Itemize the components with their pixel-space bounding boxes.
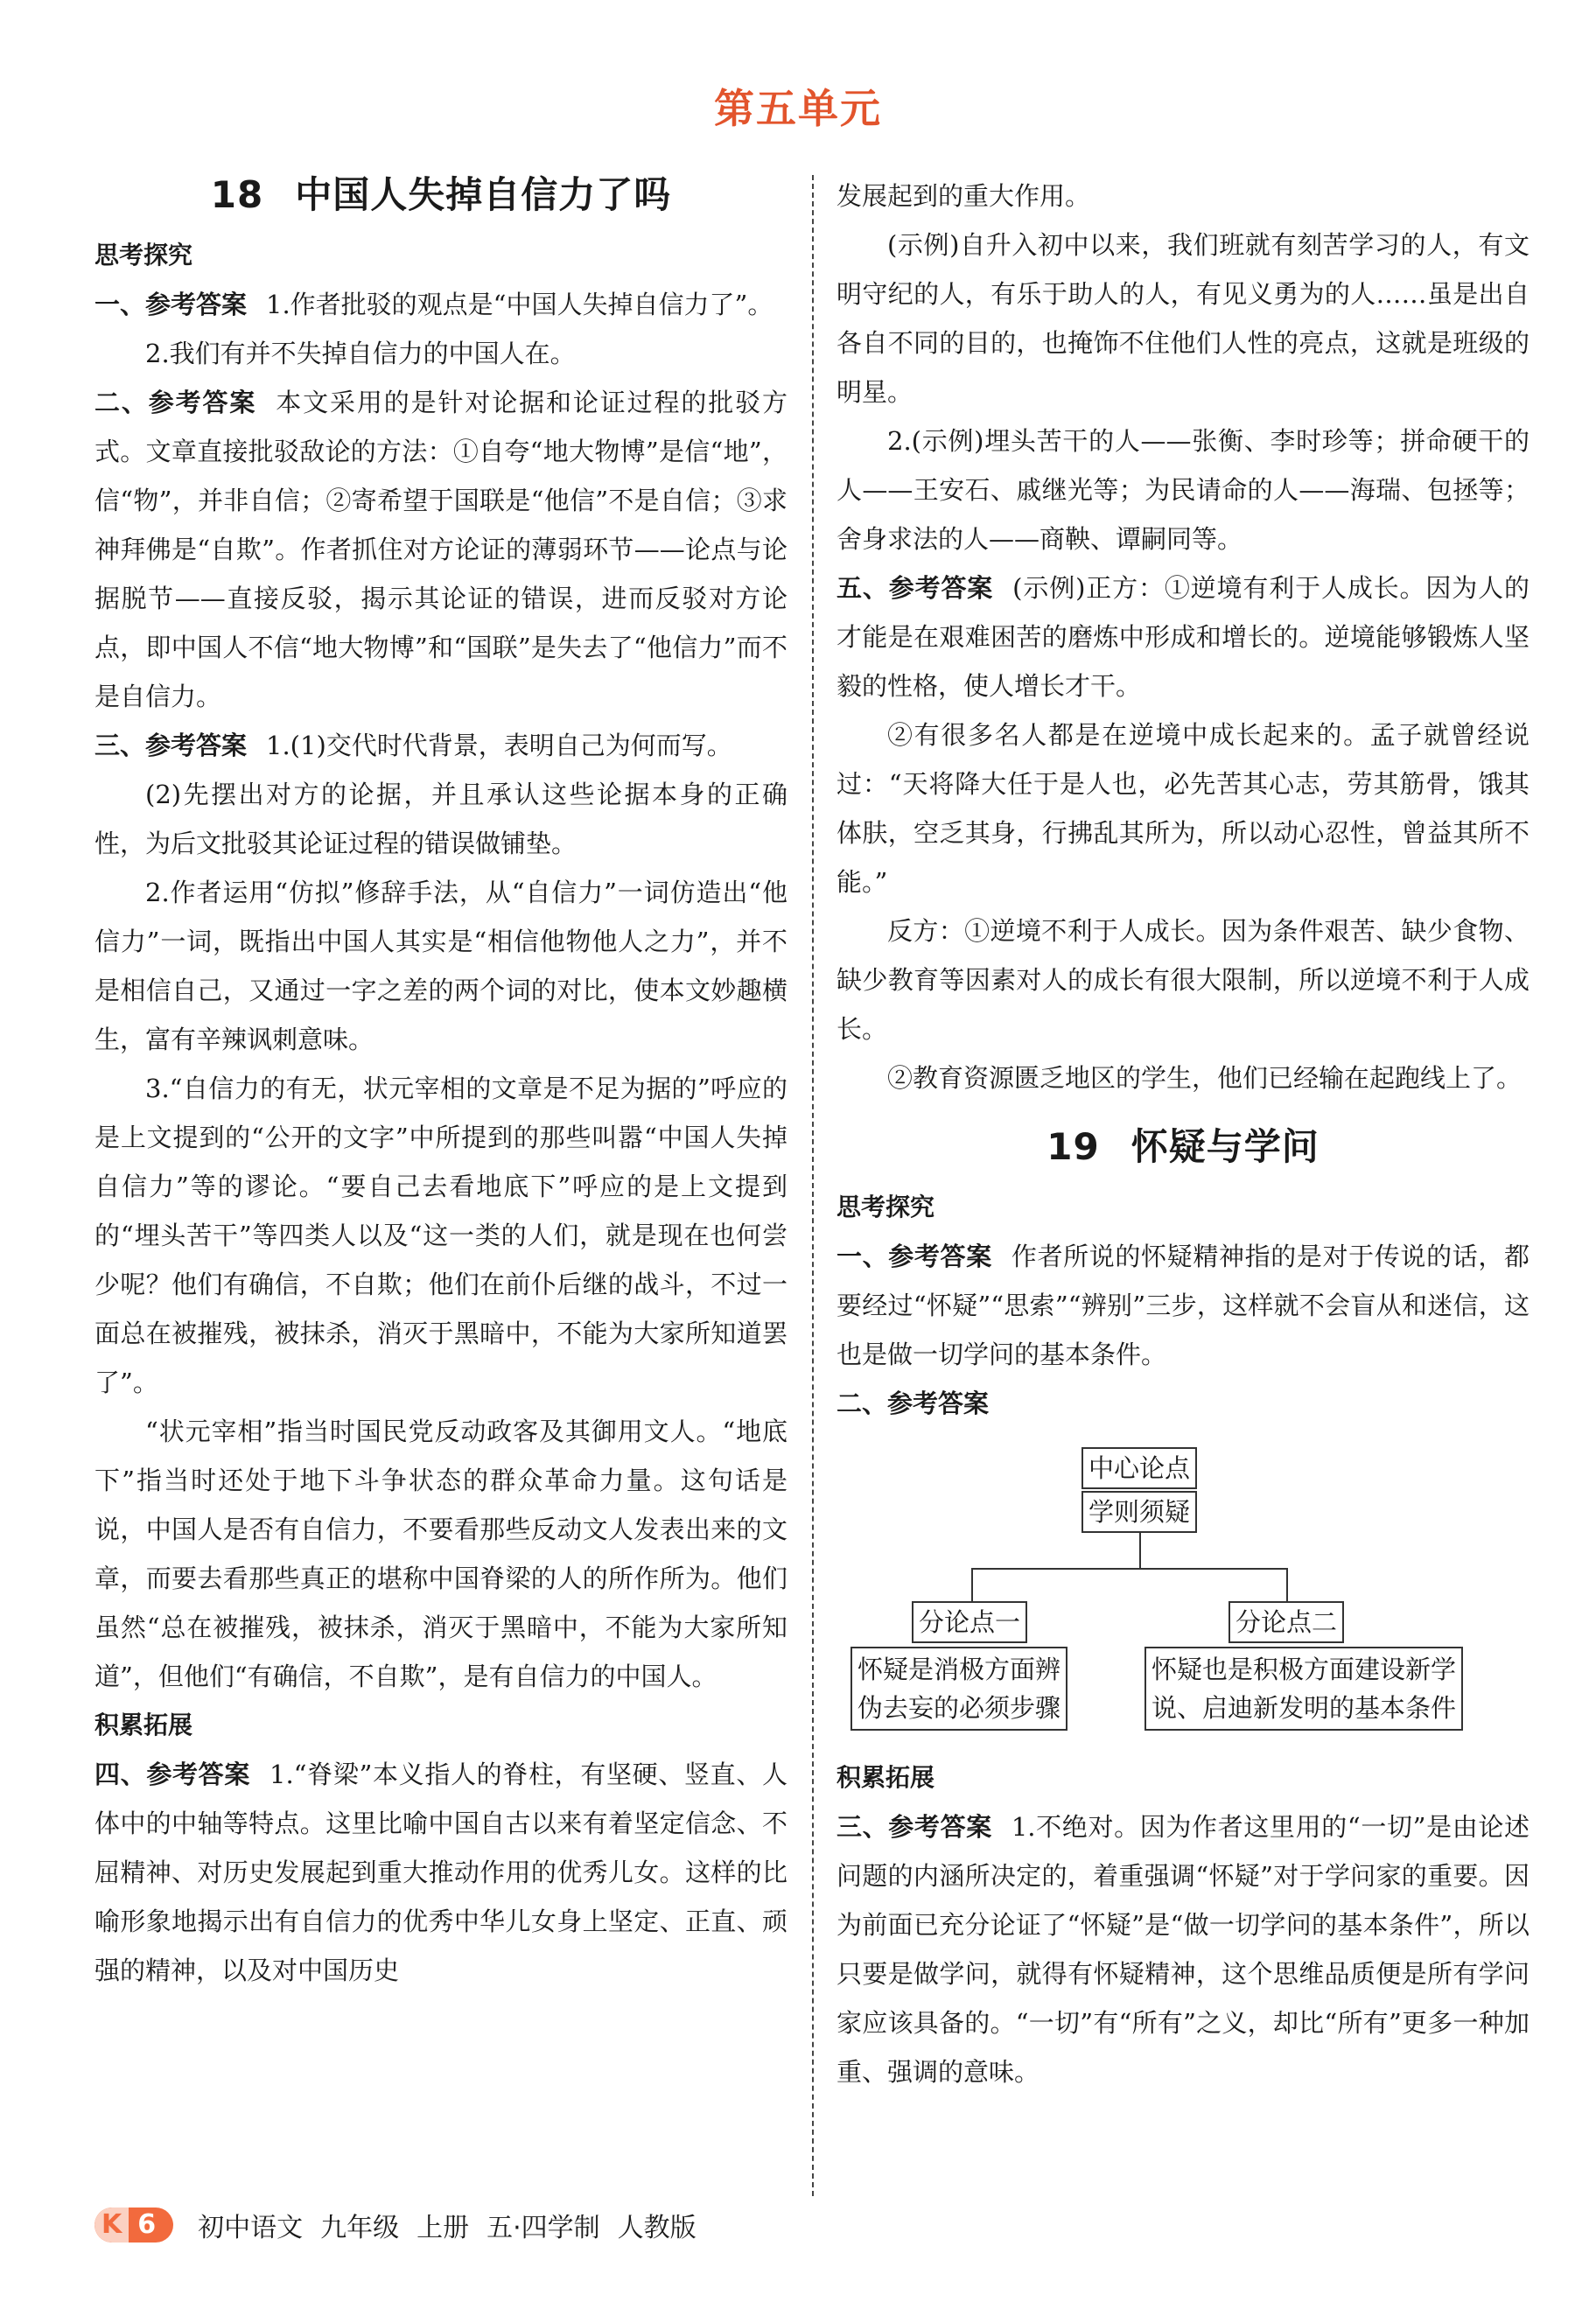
connector-line (1139, 1533, 1141, 1568)
lesson-number: 19 (1046, 1125, 1100, 1168)
answer-paragraph: (示例)自升入初中以来，我们班就有刻苦学习的人，有文明守纪的人，有乐于助人的人，有见义勇为的人……虽是出自各自不同的目的，也掩饰不住他们人性的亮点，这就是班级的明星。 (836, 230, 1530, 407)
lesson-18-title (94, 166, 788, 219)
footer-subject: 初中语文 (198, 2213, 304, 2243)
connector-line (1286, 1568, 1288, 1603)
lesson-title-text: 中国人失掉自信力了吗 (295, 173, 672, 216)
answer-label: 二、参考答案 (836, 1389, 990, 1418)
sub-point-1-label: 分论点一 (912, 1601, 1027, 1643)
answer-label: 五、参考答案 (836, 573, 994, 603)
section-heading: 积累拓展 (94, 1711, 193, 1739)
sub-point-2-line: 说、启迪新发明的基本条件 (1152, 1693, 1457, 1723)
sub-point-1-line: 伪去妄的必须步骤 (858, 1693, 1061, 1723)
sub-point-1-text (850, 1647, 1068, 1731)
answer-paragraph (94, 378, 788, 721)
page-number: 6 (137, 2209, 157, 2240)
answer-text: 1.作者批驳的观点是“中国人失掉自信力了”。 (266, 290, 774, 319)
section-heading: 思考探究 (836, 1193, 935, 1221)
page-badge (94, 2208, 173, 2243)
answer-label: 三、参考答案 (836, 1812, 992, 1842)
answer-label: 二、参考答案 (94, 388, 257, 417)
answer-paragraph: (2)先摆出对方的论据，并且承认这些论据本身的正确性，为后文批驳其论证过程的错误做铺垫。 (94, 780, 788, 858)
brand-k-icon: K (94, 2208, 129, 2243)
footer-edition: 人教版 (617, 2213, 696, 2243)
section-heading: 思考探究 (94, 241, 193, 269)
sub-point-1-line: 怀疑是消极方面辨 (858, 1655, 1061, 1684)
footer-volume: 上册 (416, 2213, 470, 2243)
page-footer (94, 2205, 714, 2245)
answer-text: 本文采用的是针对论据和论证过程的批驳方式。文章直接批驳敌论的方法：①自夸“地大物博”是信“地”，信“物”，并非自信；②寄希望于国联是“他信”不是自信；③求神拜佛是“自欺”。作者抓住对方论证的薄弱环节——论点与论据脱节——直接反驳，揭示其论证的错误，进而反驳对方论点，即中国人不信“地大物博”和“国联”是失去了“他信力”而不是自信力。 (94, 388, 788, 711)
answer-paragraph (94, 280, 788, 329)
sub-point-2-text (1144, 1647, 1463, 1731)
footer-grade: 九年级 (320, 2213, 400, 2243)
answer-paragraph: ②有很多名人都是在逆境中成长起来的。孟子就曾经说过：“天将降大任于是人也，必先苦其心志，劳其筋骨，饿其体肤，空乏其身，行拂乱其所为，所以动心忍性，曾益其所不能。” (836, 720, 1530, 897)
lesson-19-title (836, 1118, 1530, 1171)
footer-system: 五·四学制 (486, 2213, 600, 2243)
answer-text: 1.不绝对。因为作者这里用的“一切”是由论述问题的内涵所决定的，着重强调“怀疑”对于学问家的重要。因为前面已充分论证了“怀疑”是“做一切学问的基本条件”，所以只要是做学问，就得有怀疑精神，这个思维品质便是所有学问家应该具备的。“一切”有“所有”之义，却比“所有”更多一种加重、强调的意味。 (836, 1812, 1530, 2087)
answer-paragraph: “状元宰相”指当时国民党反动政客及其御用文人。“地底下”指当时还处于地下斗争状态的群众革命力量。这句话是说，中国人是否有自信力，不要看那些反动文人发表出来的文章，而要去看那些真正的堪称中国脊梁的人的所作所为。他们虽然“总在被摧残，被抹杀，消灭于黑暗中，不能为大家所知道”，但他们“有确信，不自欺”，是有自信力的中国人。 (94, 1417, 788, 1691)
answer-paragraph (836, 1802, 1530, 2096)
answer-text: 1.(1)交代时代背景，表明自己为何而写。 (266, 731, 732, 760)
answer-paragraph: ②教育资源匮乏地区的学生，他们已经输在起跑线上了。 (887, 1063, 1522, 1093)
answer-paragraph: 发展起到的重大作用。 (836, 181, 1091, 211)
argument-structure-diagram (836, 1447, 1530, 1745)
connector-line (971, 1568, 973, 1603)
center-point-text: 学则须疑 (1082, 1491, 1197, 1533)
right-column (836, 171, 1530, 2096)
answer-paragraph (836, 1379, 1530, 1428)
answer-paragraph: 2.我们有并不失掉自信力的中国人在。 (145, 339, 576, 368)
answer-label: 一、参考答案 (836, 1242, 992, 1271)
answer-label: 四、参考答案 (94, 1760, 250, 1789)
answer-paragraph (836, 1232, 1530, 1379)
lesson-title-text: 怀疑与学问 (1130, 1125, 1320, 1168)
connector-line (971, 1568, 1288, 1570)
answer-paragraph (94, 721, 788, 770)
answer-paragraph: 2.作者运用“仿拟”修辞手法，从“自信力”一词仿造出“他信力”一词，既指出中国人其实是“相信他物他人之力”，并不是相信自己，又通过一字之差的两个词的对比，使本文妙趣横生，富有辛辣讽刺意味。 (94, 878, 788, 1054)
answer-paragraph (836, 563, 1530, 710)
unit-title: 第五单元 (714, 85, 882, 132)
answer-text: 作者所说的怀疑精神指的是对于传说的话，都要经过“怀疑”“思索”“辨别”三步，这样就不会盲从和迷信，这也是做一切学问的基本条件。 (836, 1242, 1530, 1369)
answer-label: 一、参考答案 (94, 290, 248, 319)
left-column (94, 166, 788, 1995)
lesson-number: 18 (210, 173, 264, 216)
answer-text: (示例)正方：①逆境有利于人成长。因为人的才能是在艰难困苦的磨炼中形成和增长的。逆境能够锻炼人坚毅的性格，使人增长才干。 (836, 573, 1530, 701)
section-heading: 积累拓展 (836, 1763, 935, 1792)
center-point-label: 中心论点 (1082, 1447, 1197, 1489)
answer-paragraph: 2.(示例)埋头苦干的人——张衡、李时珍等；拼命硬干的人——王安石、戚继光等；为民请命的人——海瑞、包拯等；舍身求法的人——商鞅、谭嗣同等。 (836, 426, 1530, 554)
answer-text: 1.“脊梁”本义指人的脊柱，有坚硬、竖直、人体中的中轴等特点。这里比喻中国自古以来有着坚定信念、不屈精神、对历史发展起到重大推动作用的优秀儿女。这样的比喻形象地揭示出有自信力的优秀中华儿女身上坚定、正直、顽强的精神，以及对中国历史 (94, 1760, 788, 1985)
column-divider (812, 175, 814, 2196)
answer-paragraph: 3.“自信力的有无，状元宰相的文章是不足为据的”呼应的是上文提到的“公开的文字”中所提到的那些叫嚣“中国人失掉自信力”等的谬论。“要自己去看地底下”呼应的是上文提到的“埋头苦干”等四类人以及“这一类的人们，就是现在也何尝少呢？他们有确信，不自欺；他们在前仆后继的战斗，不过一面总在被摧残，被抹杀，消灭于黑暗中，不能为大家所知道罢了”。 (94, 1074, 788, 1397)
sub-point-2-label: 分论点二 (1228, 1601, 1344, 1643)
answer-paragraph: 反方：①逆境不利于人成长。因为条件艰苦、缺少食物、缺少教育等因素对人的成长有很大限制，所以逆境不利于人成长。 (836, 916, 1530, 1044)
answer-paragraph (94, 1750, 788, 1995)
answer-label: 三、参考答案 (94, 731, 248, 760)
sub-point-2-line: 怀疑也是积极方面建设新学 (1152, 1655, 1457, 1684)
